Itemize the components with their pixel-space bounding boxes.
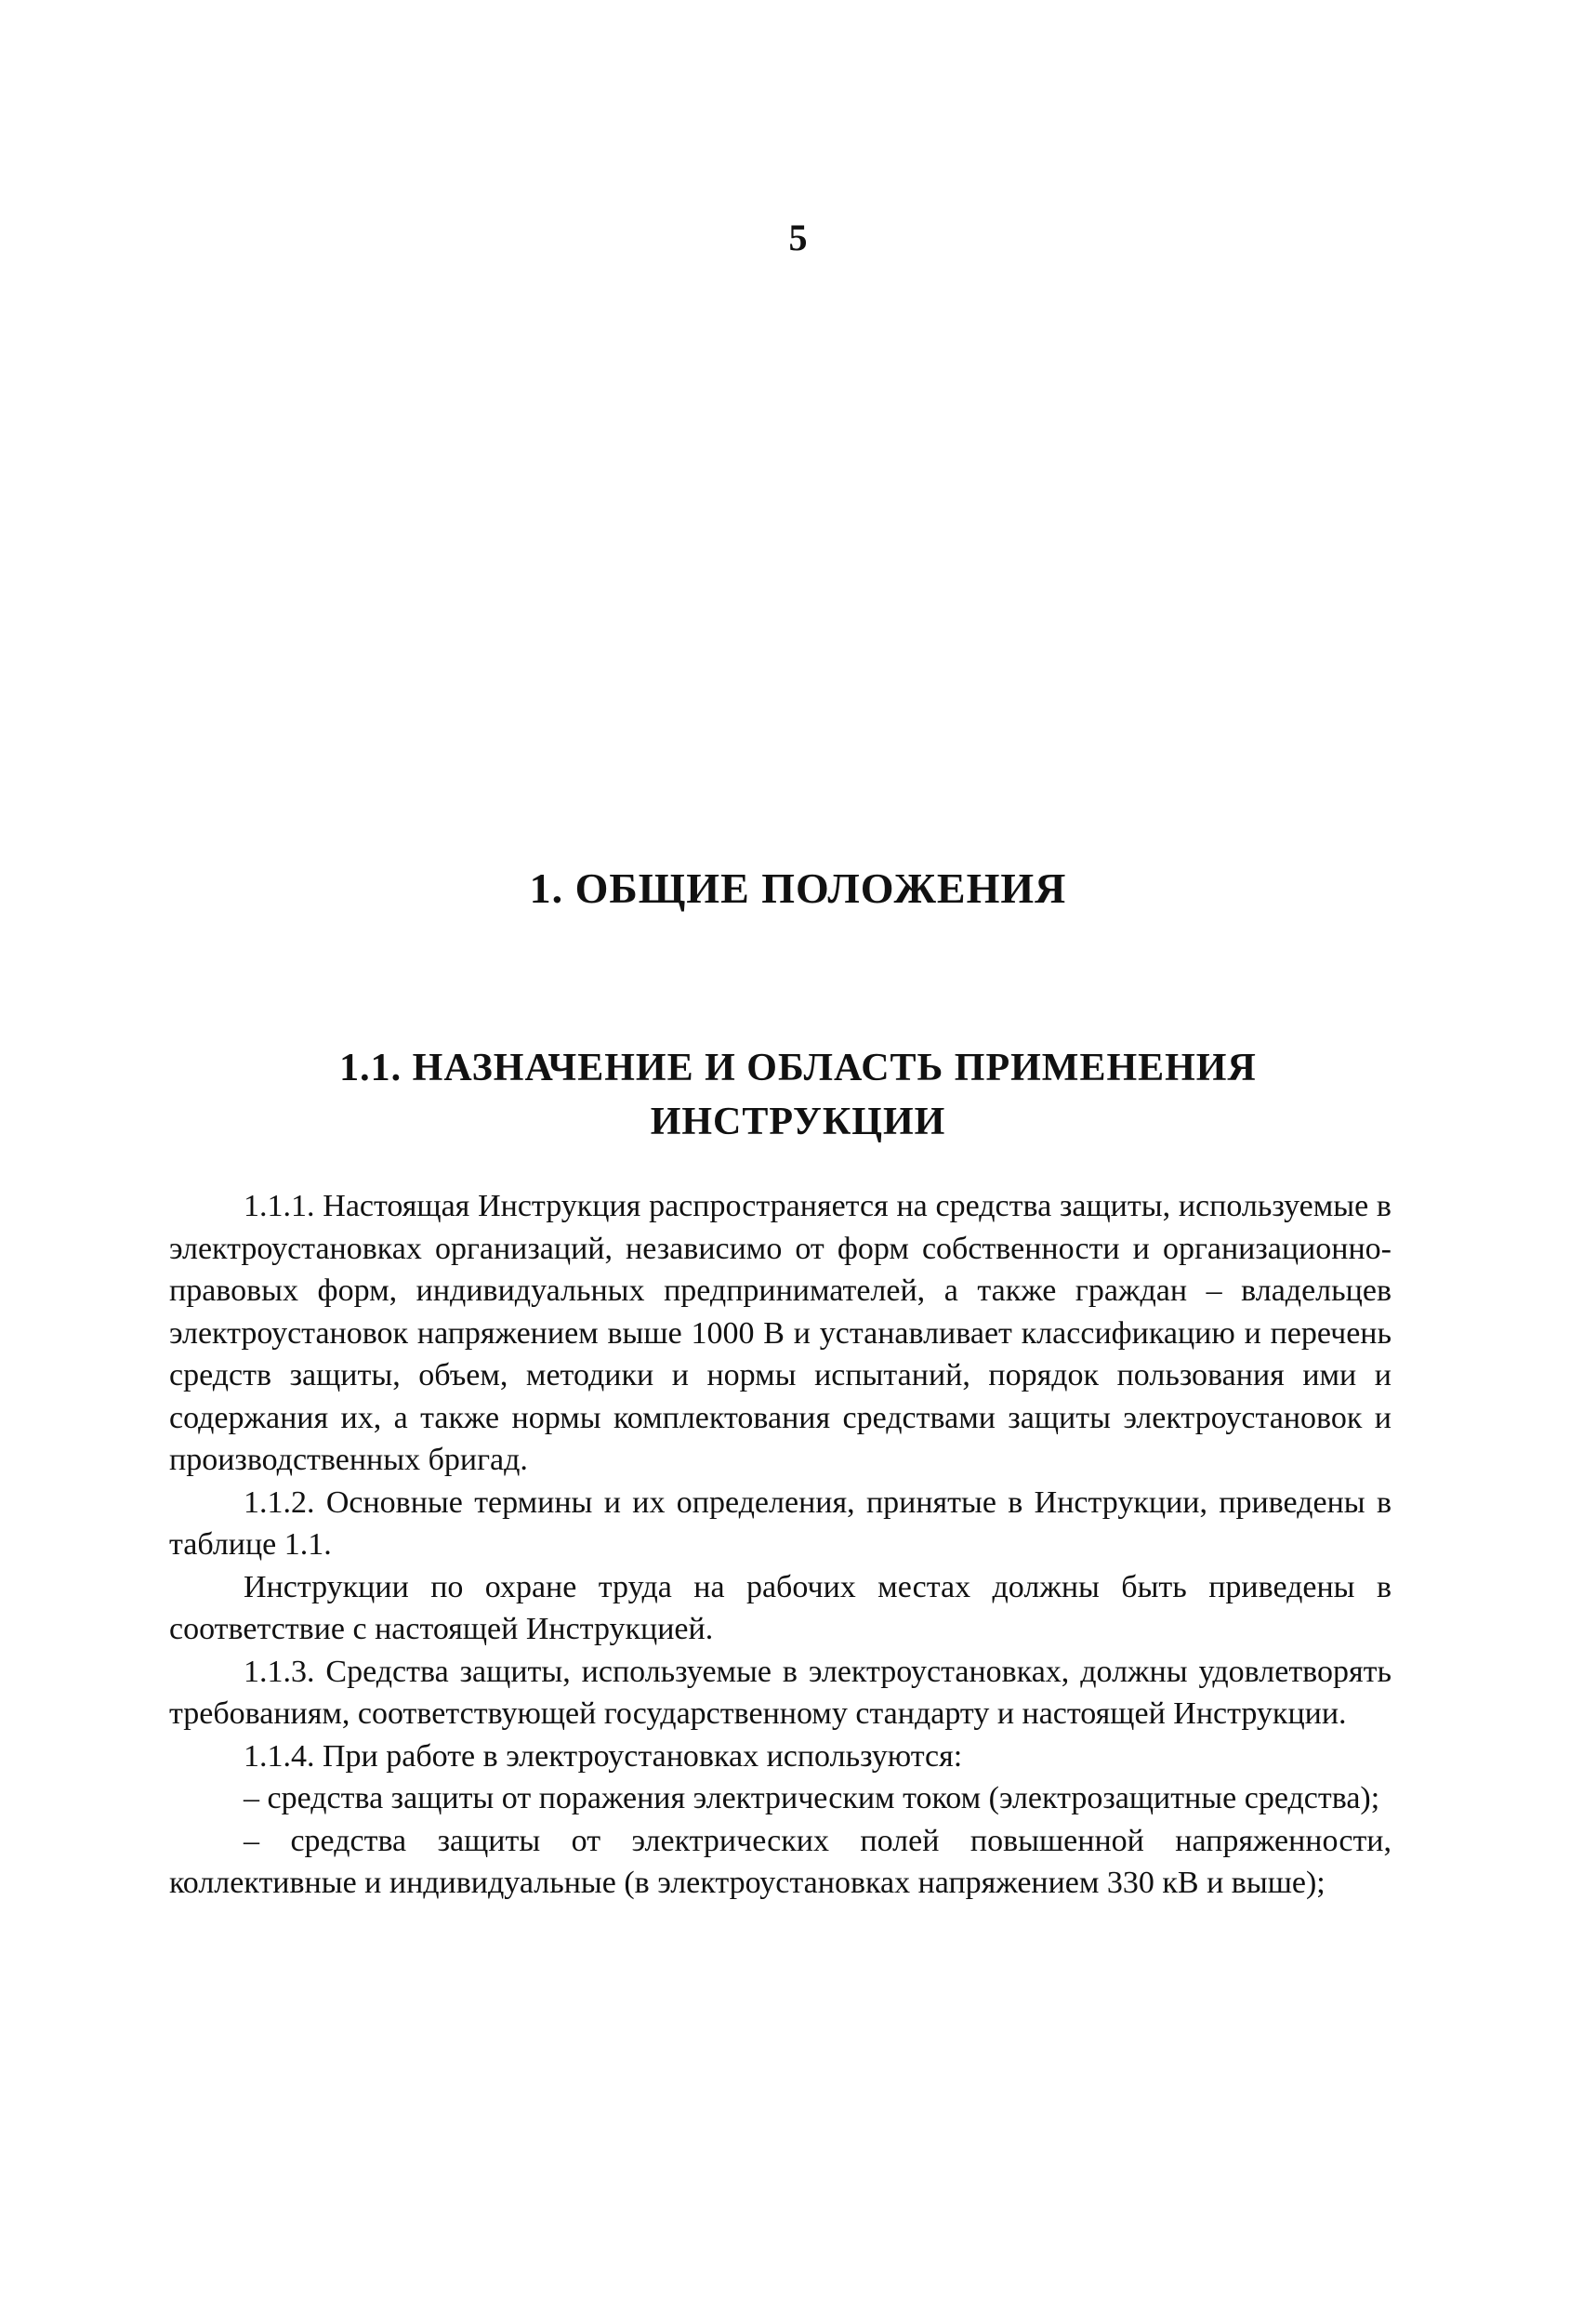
chapter-title: 1. ОБЩИЕ ПОЛОЖЕНИЯ [529,864,1067,912]
list-item-field-protection: – средства защиты от электрических полей повышенной напряженности, коллективные и индивидуальные (в электроустановках напряжением 330 кВ и выше); [169,1823,1392,1900]
body-text [169,1185,1392,1905]
section-title: 1.1. НАЗНАЧЕНИЕ И ОБЛАСТЬ ПРИМЕНЕНИЯ ИНСТРУКЦИИ [339,1047,1257,1143]
page-number: 5 [788,217,808,258]
paragraph-1-1-3: 1.1.3. Средства защиты, используемые в электроустановках, должны удовлетворять требованиям, соответствующей государственному стандарту и настоящей Инструкции. [169,1654,1392,1731]
paragraph-1-1-2: 1.1.2. Основные термины и их определения, принятые в Инструкции, приведены в таблице 1.1. [169,1484,1392,1562]
paragraph-1-1-4: 1.1.4. При работе в электроустановках используются: [244,1738,963,1774]
list-item-electroprotective: – средства защиты от поражения электрическим током (электрозащитные средства); [244,1781,1380,1815]
paragraph-1-1-1: 1.1.1. Настоящая Инструкция распространяется на средства защиты, используемые в электроустановках организаций, независимо от форм собственности и организационно-правовых форм, индивидуальных предпринимателей, а также граждан – владельцев электроустановок напряжением выше 1000 В и устанавливает классификацию и перечень средств защиты, объем, методики и нормы испытаний, порядок пользования ими и содержания их, а также нормы комплектования средствами защиты электроустановок и производственных бригад. [169,1189,1392,1477]
paragraph-instructions: Инструкции по охране труда на рабочих местах должны быть приведены в соответствие с настоящей Инструкцией. [169,1569,1392,1646]
